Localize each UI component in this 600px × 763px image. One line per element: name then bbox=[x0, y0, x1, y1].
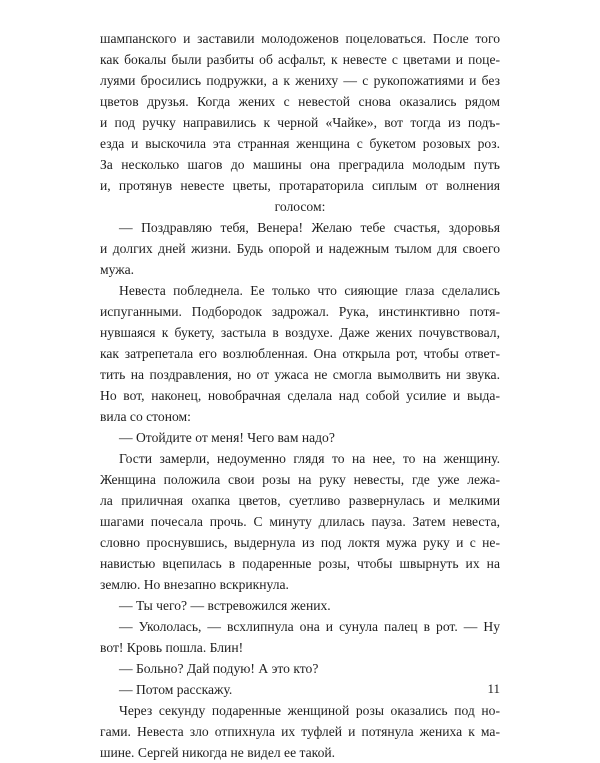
text-line: как бокалы были разбиты об асфальт, к невесте с цветами и поце- bbox=[100, 52, 500, 67]
text-line: Через секунду подаренные женщиной розы оказались под но- bbox=[119, 703, 500, 718]
body-text bbox=[100, 28, 500, 763]
text-line: словно проснувшись, выдернула из под локтя мужа руку и с не- bbox=[100, 535, 500, 550]
text-line: — Отойдите от меня! Чего вам надо? bbox=[119, 430, 335, 445]
text-line: нувшаяся к букету, застыла в воздухе. Даже жених почувствовал, bbox=[100, 325, 500, 340]
text-line: — Ты чего? — встревожился жених. bbox=[119, 598, 331, 613]
text-line: голосом: bbox=[274, 199, 326, 214]
text-line: и под ручку направились к черной «Чайке», вот тогда из подъ- bbox=[100, 115, 500, 130]
text-line: и, протянув невесте цветы, протараторила сиплым от волнения bbox=[100, 178, 500, 193]
text-line: шине. Сергей никогда не видел ее такой. bbox=[100, 745, 336, 760]
text-line: вот! Кровь пошла. Блин! bbox=[100, 640, 244, 655]
text-line: как затрепетала его возлюбленная. Она открыла рот, чтобы ответ- bbox=[100, 346, 500, 361]
text-line: испуганными. Подбородок задрожал. Рука, инстинктивно потя- bbox=[100, 304, 500, 319]
text-line: За несколько шагов до машины она преградила молодым путь bbox=[100, 157, 500, 172]
text-line: Но вот, наконец, новобрачная сделала над собой усилие и выда- bbox=[100, 388, 500, 403]
text-line: и долгих дней жизни. Будь опорой и надежным тылом для своего bbox=[100, 241, 500, 256]
text-line: мужа. bbox=[100, 262, 135, 277]
text-line: Невеста побледнела. Ее только что сияющие глаза сделались bbox=[119, 283, 500, 298]
text-line: — Укололась, — всхлипнула она и сунула палец в рот. — Ну bbox=[119, 619, 500, 634]
text-line: — Потом расскажу. bbox=[119, 682, 233, 697]
page-number: 11 bbox=[487, 681, 500, 696]
text-line: ла приличная охапка цветов, суетливо развернулась и мелкими bbox=[100, 493, 500, 508]
text-line: езда и выскочила эта странная женщина с букетом розовых роз. bbox=[100, 136, 500, 151]
text-line: луями бросились подружки, а к жениху — с рукопожатиями и без bbox=[100, 73, 500, 88]
text-line: тить на поздравления, но от ужаса не смогла вымолвить ни звука. bbox=[100, 367, 500, 382]
text-line: шампанского и заставили молодоженов поцеловаться. После того bbox=[100, 31, 500, 46]
text-line: землю. Но внезапно вскрикнула. bbox=[100, 577, 289, 592]
text-line: Гости замерли, недоуменно глядя то на нее, то на женщину. bbox=[119, 451, 500, 466]
text-line: навистью вцепилась в подаренные розы, чтобы швырнуть их на bbox=[100, 556, 500, 571]
text-line: Женщина положила свои розы на руку невесты, где уже лежа- bbox=[100, 472, 500, 487]
text-line: — Больно? Дай подую! А это кто? bbox=[119, 661, 319, 676]
text-line: вила со стоном: bbox=[100, 409, 191, 424]
text-line: — Поздравляю тебя, Венера! Желаю тебе счастья, здоровья bbox=[119, 220, 500, 235]
text-line: шагами почесала прочь. С минуту длилась пауза. Затем невеста, bbox=[100, 514, 500, 529]
text-line: гами. Невеста зло отпихнула их туфлей и потянула жениха к ма- bbox=[100, 724, 500, 739]
text-line: цветов друзья. Когда жених с невестой снова оказались рядом bbox=[100, 94, 500, 109]
